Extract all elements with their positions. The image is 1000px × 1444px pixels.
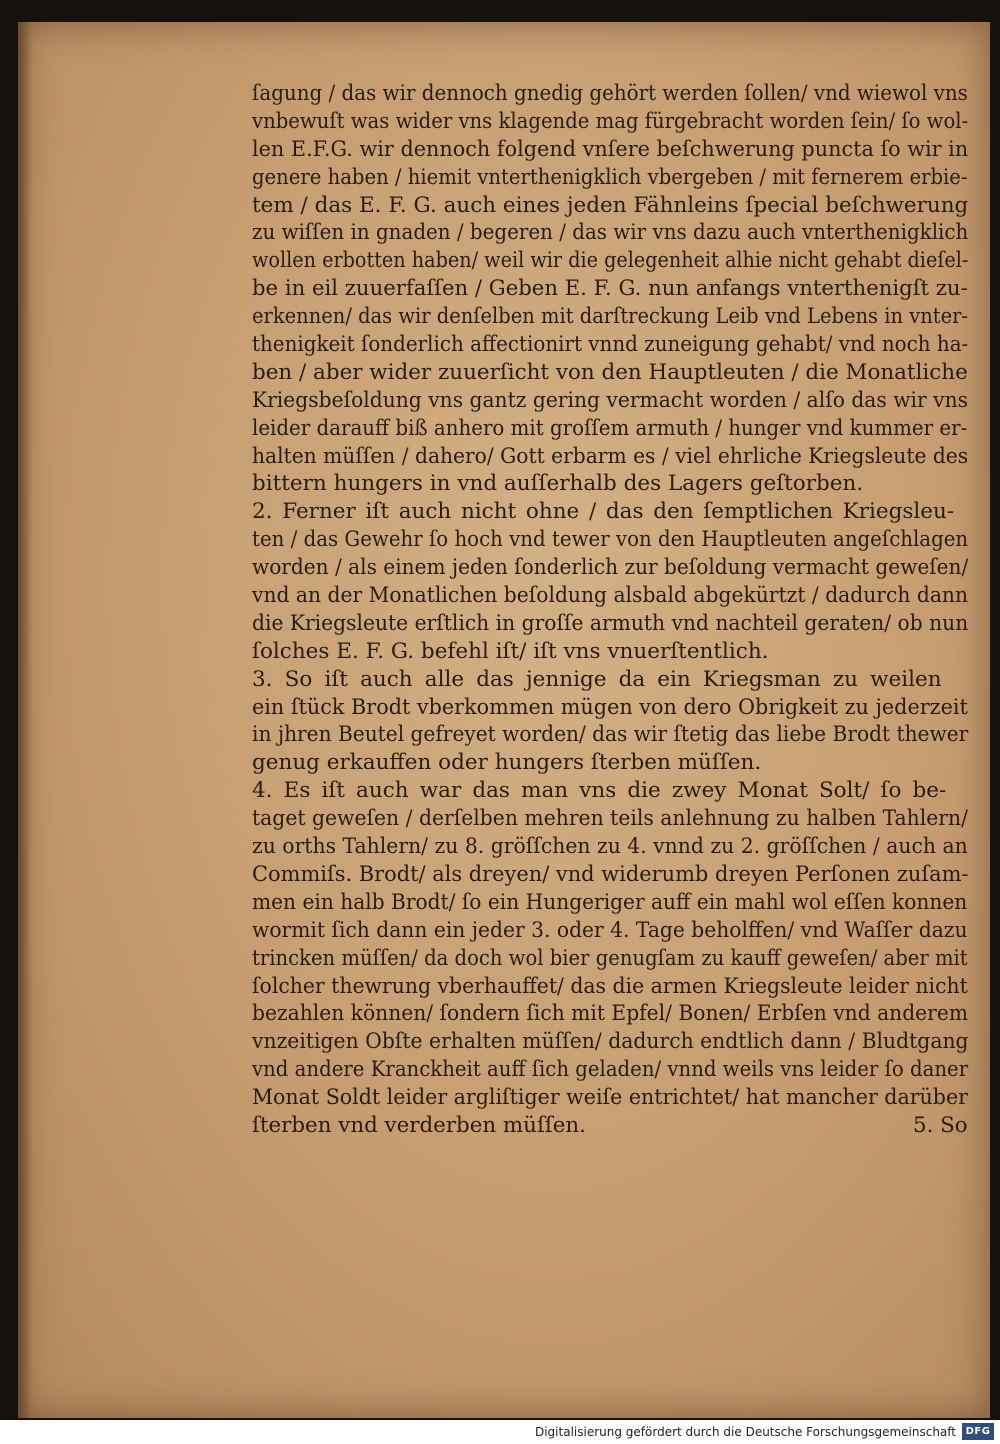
text-line: genere haben / hiemit vnterthenigklich vbergeben / mit fernerem erbie- [252, 164, 968, 190]
text-line: in jhren Beutel gefreyet worden/ das wir ſtetig das liebe Brodt thewer [252, 722, 969, 748]
text-line: 3. So iſt auch alle das jennige da ein Kriegsman zu weilen [252, 666, 942, 692]
text-line: erkennen/ das wir denſelben mit darſtreckung Leib vnd Lebens in vnter- [252, 304, 968, 330]
text-line: men ein halb Brodt/ ſo ein Hungeriger auff ein mahl wol eſſen konnen [252, 889, 968, 915]
text-line: ten / das Gewehr ſo hoch vnd tewer von den Hauptleuten angeſchlagen [252, 527, 969, 553]
text-line: taget geweſen / derſelben mehren teils anlehnung zu halben Tahlern/ [252, 806, 968, 832]
text-line: 4. Es iſt auch war das man vns die zwey Monat Solt/ ſo be- [252, 778, 947, 804]
text-line: wollen erbotten haben/ weil wir die gelegenheit alhie nicht gehabt dieſel- [252, 248, 969, 274]
text-line-content: ſterben vnd verderben müſſen. [252, 1112, 586, 1138]
text-line: die Kriegsleute erſtlich in groſſe armuth vnd nachteil geraten/ ob nun [252, 610, 969, 636]
page-binding-shadow [18, 22, 32, 1418]
text-line: trincken müſſen/ da doch wol bier genugſam zu kauff geweſen/ aber mit [252, 945, 968, 971]
text-line: be in eil zuuerfaſſen / Geben E. F. G. nun anfangs vnterthenigſt zu- [252, 276, 968, 302]
text-line [252, 1112, 968, 1140]
text-line: vnd andere Kranckheit auff ſich geladen/ vnnd weils vns leider ſo daner [252, 1057, 969, 1083]
text-line: vnd an der Monatlichen beſoldung alsbald abgekürtzt / dadurch dann [252, 583, 969, 609]
text-line: Commiſs. Brodt/ als dreyen/ vnd widerumb dreyen Perſonen zuſam- [252, 861, 969, 887]
text-line: ſolches E. F. G. befehl iſt/ iſt vns vnuerſtentlich. [252, 638, 769, 664]
text-line: ben / aber wider zuuerſicht von den Hauptleuten / die Monatliche [252, 359, 968, 385]
text-line: ſolcher thewrung vberhauffet/ das die armen Kriegsleute leider nicht [252, 973, 968, 999]
text-line: thenigkeit ſonderlich affectionirt vnnd zuneigung gehabt/ vnd noch ha- [252, 332, 969, 358]
text-line: worden / als einem jeden ſonderlich zur beſoldung vermacht geweſen/ [252, 555, 969, 581]
catchword: 5. So [912, 1112, 968, 1138]
text-line: tem / das E. F. G. auch eines jeden Fähnleins ſpecial beſchwerung [252, 192, 969, 218]
text-line: bezahlen können/ ſondern ſich mit Epfel/ Bonen/ Erbſen vnd anderem [252, 1001, 969, 1027]
text-line: 2. Ferner iſt auch nicht ohne / das den ſemptlichen Kriegsleu- [252, 499, 955, 525]
text-line: Kriegsbeſoldung vns gantz gering vermacht worden / alſo das wir vns [252, 387, 969, 413]
funding-credit: Digitalisierung gefördert durch die Deutsche Forschungsgemeinschaft [534, 1425, 956, 1439]
text-line: Monat Soldt leider argliſtiger weiſe entrichtet/ hat mancher darüber [252, 1085, 968, 1111]
digitization-footer [0, 1420, 1000, 1444]
dfg-logo-icon: DFG [962, 1423, 994, 1440]
text-line: zu orths Tahlern/ zu 8. gröſſchen zu 4. vnnd zu 2. gröſſchen / auch an [252, 834, 968, 860]
text-line: genug erkauffen oder hungers ſterben müſſen. [252, 750, 762, 776]
text-line: ein ſtück Brodt vberkommen mügen von dero Obrigkeit zu jederzeit [252, 694, 968, 720]
text-line: vnzeitigen Obſte erhalten müſſen/ dadurch endtlich dann / Bludtgang [252, 1029, 969, 1055]
page-text [252, 80, 972, 1140]
text-line: len E.F.G. wir dennoch folgend vnſere beſchwerung puncta ſo wir in [252, 136, 969, 162]
text-line: ſagung / das wir dennoch gnedig gehört werden ſollen/ vnd wiewol vns [252, 81, 968, 106]
text-line: zu wiſſen in gnaden / begeren / das wir vns dazu auch vnterthenigklich [252, 220, 969, 246]
text-line: wormit ſich dann ein jeder 3. oder 4. Tage beholffen/ vnd Waſſer dazu [252, 917, 968, 943]
text-line: vnbewuſt was wider vns klagende mag fürgebracht worden ſein/ ſo wol- [252, 108, 969, 134]
text-line: leider darauff biß anhero mit groſſem armuth / hunger vnd kummer er- [252, 415, 968, 441]
text-line: halten müſſen / dahero/ Gott erbarm es / viel ehrliche Kriegsleute des [252, 443, 969, 469]
text-line: bittern hungers in vnd auſſerhalb des Lagers geſtorben. [252, 471, 864, 497]
